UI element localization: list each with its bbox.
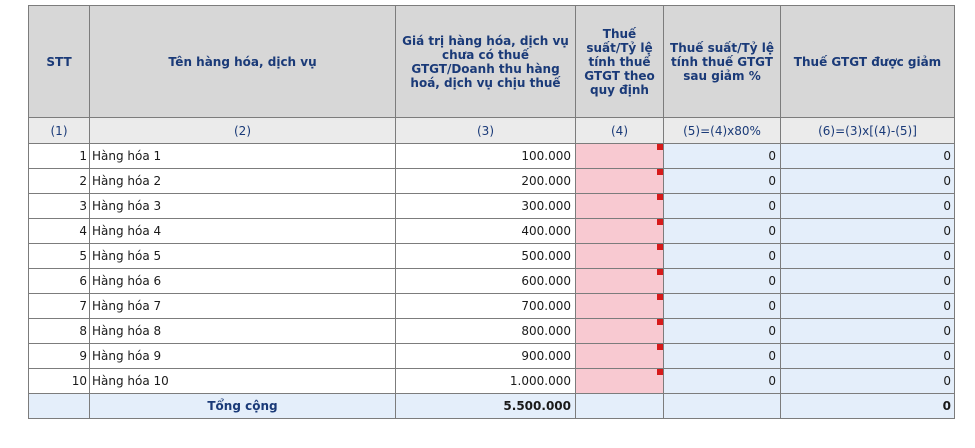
total-empty-stt: [29, 394, 90, 419]
reduced-rate-cell: 0: [664, 144, 781, 169]
reduced-rate-cell: 0: [664, 319, 781, 344]
item-value-cell[interactable]: 200.000: [396, 169, 576, 194]
vat-reduction-table-container: [28, 5, 954, 419]
table-row: [29, 144, 955, 169]
required-flag-icon: [657, 244, 663, 250]
item-value-cell[interactable]: 300.000: [396, 194, 576, 219]
required-flag-icon: [657, 319, 663, 325]
row-stt: 7: [29, 294, 90, 319]
required-flag-icon: [657, 169, 663, 175]
row-stt: 8: [29, 319, 90, 344]
total-empty-rate-reduced: [664, 394, 781, 419]
total-reduced-tax: 0: [781, 394, 955, 419]
index-5: (5)=(4)x80%: [664, 118, 781, 144]
item-name-cell[interactable]: Hàng hóa 7: [90, 294, 396, 319]
vat-reduction-table: [28, 5, 955, 419]
header-stt: STT: [29, 6, 90, 118]
row-stt: 10: [29, 369, 90, 394]
item-name-cell[interactable]: Hàng hóa 5: [90, 244, 396, 269]
column-index-row: [29, 118, 955, 144]
tax-rate-input[interactable]: [576, 294, 664, 319]
header-rate: Thuế suất/Tỷ lệ tính thuế GTGT theo quy định: [576, 6, 664, 118]
reduced-tax-cell: 0: [781, 144, 955, 169]
total-row: [29, 394, 955, 419]
item-value-cell[interactable]: 700.000: [396, 294, 576, 319]
reduced-tax-cell: 0: [781, 269, 955, 294]
item-name-cell[interactable]: Hàng hóa 9: [90, 344, 396, 369]
required-flag-icon: [657, 219, 663, 225]
item-value-cell[interactable]: 500.000: [396, 244, 576, 269]
item-name-cell[interactable]: Hàng hóa 3: [90, 194, 396, 219]
index-6: (6)=(3)x[(4)-(5)]: [781, 118, 955, 144]
row-stt: 9: [29, 344, 90, 369]
table-row: [29, 169, 955, 194]
item-name-cell[interactable]: Hàng hóa 4: [90, 219, 396, 244]
total-label: Tổng cộng: [90, 394, 396, 419]
table-row: [29, 369, 955, 394]
item-name-cell[interactable]: Hàng hóa 10: [90, 369, 396, 394]
required-flag-icon: [657, 269, 663, 275]
item-value-cell[interactable]: 400.000: [396, 219, 576, 244]
reduced-tax-cell: 0: [781, 244, 955, 269]
required-flag-icon: [657, 369, 663, 375]
required-flag-icon: [657, 194, 663, 200]
index-1: (1): [29, 118, 90, 144]
tax-rate-input[interactable]: [576, 144, 664, 169]
item-value-cell[interactable]: 600.000: [396, 269, 576, 294]
reduced-rate-cell: 0: [664, 294, 781, 319]
index-4: (4): [576, 118, 664, 144]
reduced-tax-cell: 0: [781, 369, 955, 394]
reduced-rate-cell: 0: [664, 169, 781, 194]
header-value: Giá trị hàng hóa, dịch vụ chưa có thuế GTGT/Doanh thu hàng hoá, dịch vụ chịu thuế: [396, 6, 576, 118]
index-2: (2): [90, 118, 396, 144]
total-empty-rate: [576, 394, 664, 419]
table-row: [29, 269, 955, 294]
required-flag-icon: [657, 294, 663, 300]
tax-rate-input[interactable]: [576, 344, 664, 369]
table-row: [29, 294, 955, 319]
row-stt: 2: [29, 169, 90, 194]
reduced-rate-cell: 0: [664, 269, 781, 294]
tax-rate-input[interactable]: [576, 269, 664, 294]
tax-rate-input[interactable]: [576, 169, 664, 194]
reduced-rate-cell: 0: [664, 344, 781, 369]
header-name: Tên hàng hóa, dịch vụ: [90, 6, 396, 118]
reduced-tax-cell: 0: [781, 219, 955, 244]
item-value-cell[interactable]: 100.000: [396, 144, 576, 169]
reduced-rate-cell: 0: [664, 219, 781, 244]
header-row: [29, 6, 955, 118]
item-value-cell[interactable]: 800.000: [396, 319, 576, 344]
row-stt: 4: [29, 219, 90, 244]
reduced-tax-cell: 0: [781, 169, 955, 194]
tax-rate-input[interactable]: [576, 319, 664, 344]
tax-rate-input[interactable]: [576, 219, 664, 244]
tax-rate-input[interactable]: [576, 244, 664, 269]
item-name-cell[interactable]: Hàng hóa 1: [90, 144, 396, 169]
tax-rate-input[interactable]: [576, 194, 664, 219]
table-row: [29, 194, 955, 219]
item-value-cell[interactable]: 1.000.000: [396, 369, 576, 394]
table-row: [29, 244, 955, 269]
item-name-cell[interactable]: Hàng hóa 6: [90, 269, 396, 294]
reduced-tax-cell: 0: [781, 319, 955, 344]
tax-rate-input[interactable]: [576, 369, 664, 394]
reduced-tax-cell: 0: [781, 194, 955, 219]
total-value: 5.500.000: [396, 394, 576, 419]
item-name-cell[interactable]: Hàng hóa 2: [90, 169, 396, 194]
item-name-cell[interactable]: Hàng hóa 8: [90, 319, 396, 344]
row-stt: 1: [29, 144, 90, 169]
header-reduced-tax: Thuế GTGT được giảm: [781, 6, 955, 118]
table-row: [29, 344, 955, 369]
required-flag-icon: [657, 344, 663, 350]
reduced-tax-cell: 0: [781, 344, 955, 369]
table-row: [29, 219, 955, 244]
row-stt: 6: [29, 269, 90, 294]
reduced-tax-cell: 0: [781, 294, 955, 319]
header-rate-reduced: Thuế suất/Tỷ lệ tính thuế GTGT sau giảm %: [664, 6, 781, 118]
row-stt: 3: [29, 194, 90, 219]
reduced-rate-cell: 0: [664, 244, 781, 269]
item-value-cell[interactable]: 900.000: [396, 344, 576, 369]
reduced-rate-cell: 0: [664, 369, 781, 394]
row-stt: 5: [29, 244, 90, 269]
table-row: [29, 319, 955, 344]
index-3: (3): [396, 118, 576, 144]
reduced-rate-cell: 0: [664, 194, 781, 219]
required-flag-icon: [657, 144, 663, 150]
